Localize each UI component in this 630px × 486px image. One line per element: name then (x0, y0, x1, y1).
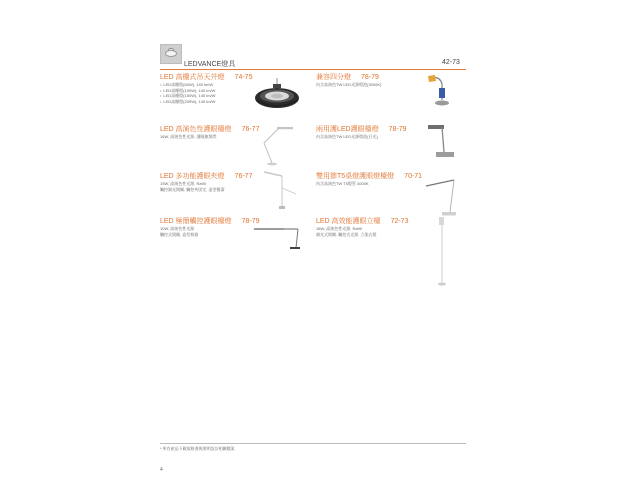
product-pages: 78-79 (361, 74, 379, 81)
product-name: LED 高棚式吊天井燈 (160, 74, 225, 81)
high-bay-light-image (252, 78, 302, 114)
product-description: 16W, 高演色性光源, 護眼無頻閃 (160, 134, 217, 139)
floor-lamp-image (436, 216, 448, 288)
product-name: LED 極簡觸控護眼檯燈 (160, 218, 232, 225)
product-name: LED 多功能護眼夾燈 (160, 173, 225, 180)
spec-item: • LED高棚燈(150W), 145 lm/W (160, 93, 252, 99)
product-pages: 76-77 (234, 173, 253, 180)
product-description: 10W, 高演色性光源 (160, 226, 195, 231)
section-page-range: 42-73 (442, 59, 460, 66)
product-entry-dual-led (316, 125, 407, 140)
product-title (160, 172, 252, 181)
product-title (316, 217, 408, 226)
spec-list (160, 82, 252, 104)
product-pages: 70-71 (404, 173, 423, 180)
minimal-touch-lamp-image (252, 224, 308, 254)
product-name: 雙用節T5桌燈護眼燈檯燈 (316, 173, 395, 180)
product-description: 觸控式開關, 造型典雅 (160, 231, 199, 237)
product-description: 內含高演色TW T5燈管 4000K (316, 181, 369, 186)
section-header-title: LEDVANCE燈具 (184, 61, 236, 68)
product-title (316, 73, 381, 82)
product-entry-gooseneck (316, 73, 381, 88)
product-title (160, 73, 252, 82)
product-description: 15W, 高演色性光源, Ra90 (160, 181, 207, 186)
product-name: 兩用護LED護眼檯燈 (316, 126, 379, 133)
product-description: 觸控調光開關, 觸控夾固定, 造型簡潔 (160, 186, 225, 192)
product-entry-desk-lamp-1 (160, 125, 259, 140)
spec-item: • LED高棚燈(200W), 140 lm/W (160, 99, 252, 105)
gooseneck-lamp-image (426, 74, 456, 108)
product-description: 18W, 高演色性光源, Ra90 (316, 226, 363, 231)
spec-item: • LED高棚燈(60W), 140 lm/W (160, 82, 252, 88)
product-description: 內含高演色TW LED光源燈泡(3000K) (316, 82, 382, 87)
product-name: LED 高演色性護眼檯燈 (160, 126, 232, 133)
product-pages: 76-77 (241, 126, 260, 133)
page-number: 4 (160, 467, 163, 473)
product-entry-t5 (316, 172, 422, 187)
product-pages: 78-79 (241, 218, 260, 225)
ceiling-light-icon (160, 44, 182, 64)
product-description: 調光式開關, 觸控式光源, 立架式燈 (316, 231, 377, 237)
footer-divider (160, 443, 466, 444)
product-pages: 78-79 (388, 126, 407, 133)
clip-lamp-image (258, 168, 302, 214)
product-name: LED 高效能護眼立檯 (316, 218, 381, 225)
product-entry-minimal-lamp (160, 217, 259, 237)
dual-led-desk-lamp-image (424, 122, 458, 162)
t5-desk-lamp-image (422, 172, 460, 218)
product-entry-floor-lamp (316, 217, 408, 237)
product-entry-clip-lamp (160, 172, 252, 192)
product-title (160, 125, 259, 134)
product-name: 兼容四分燈 (316, 74, 351, 81)
product-title (316, 172, 422, 181)
product-pages: 74-75 (234, 74, 253, 81)
spec-item: • LED高棚燈(100W), 140 lm/W (160, 88, 252, 94)
header-divider (160, 69, 466, 70)
footer-note: * 所有產品下載規格書與照明設計相關檔案 (160, 446, 235, 451)
product-entry-high-bay (160, 73, 252, 104)
product-title (316, 125, 407, 134)
product-description: 內含高演色TW LED光源燈泡(日光) (316, 134, 378, 139)
product-pages: 72-73 (390, 218, 409, 225)
desk-lamp-image (256, 125, 296, 169)
product-title (160, 217, 259, 226)
